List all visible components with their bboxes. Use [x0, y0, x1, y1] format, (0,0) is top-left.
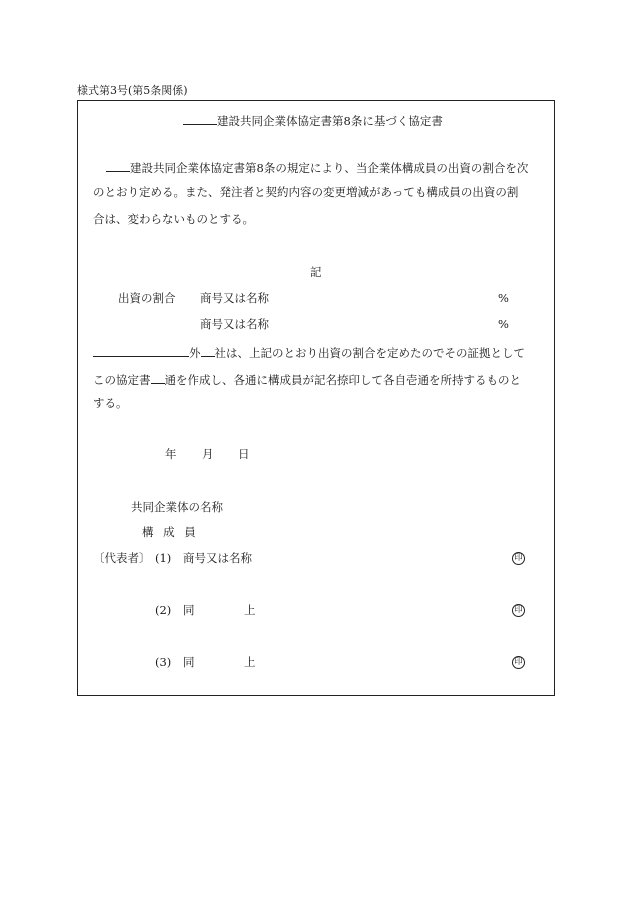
- intro-text-1: 建設共同企業体協定書第8条の規定により、当企業体構成員の出資の割合を次: [130, 161, 529, 175]
- company-count-blank[interactable]: [201, 345, 215, 357]
- members-label: 構 成 員: [142, 525, 196, 539]
- proof-line-3: する。: [93, 396, 128, 410]
- member-3-number: (3): [155, 655, 172, 669]
- date-month: 月: [202, 447, 214, 461]
- investment-row-1-unit: %: [498, 291, 509, 305]
- member-1-name: 商号又は名称: [183, 551, 252, 565]
- intro-line-1: [106, 160, 528, 175]
- title-blank[interactable]: [183, 113, 217, 125]
- intro-line-2: のとおり定める。また、発注者と契約内容の変更増減があっても構成員の出資の割: [93, 185, 519, 199]
- investment-row-2-value[interactable]: [290, 319, 490, 332]
- member-3-seal: 印: [512, 656, 525, 669]
- investment-label: 出資の割合: [118, 291, 176, 305]
- member-2-name: 同: [183, 603, 195, 617]
- proof-text-2b: 通を作成し、各通に構成員が記名捺印して各自壱通を所持するものと: [164, 373, 521, 387]
- copy-count-blank[interactable]: [151, 372, 165, 384]
- member-1-number: (1): [155, 551, 172, 565]
- member-3-name: 同: [183, 655, 195, 669]
- date-day: 日: [238, 447, 250, 461]
- proof-text-1: 社は、上記のとおり出資の割合を定めたのでその証拠として: [214, 346, 525, 360]
- jv-name-blank[interactable]: [93, 345, 189, 357]
- member-2-ue: 上: [244, 603, 256, 617]
- member-1-role: 〔代表者〕: [93, 551, 151, 565]
- member-2-seal: 印: [512, 604, 525, 617]
- member-1-seal: 印: [512, 552, 525, 565]
- ki-heading: 記: [310, 265, 322, 279]
- investment-row-2-name: 商号又は名称: [200, 317, 269, 331]
- title-text: 建設共同企業体協定書第8条に基づく協定書: [217, 114, 443, 128]
- investment-row-1-name: 商号又は名称: [200, 291, 269, 305]
- intro-line-3: 合は、変わらないものとする。: [93, 212, 254, 226]
- investment-row-2-unit: %: [498, 317, 509, 331]
- proof-line-2: [93, 372, 521, 387]
- jv-name-label: 共同企業体の名称: [131, 500, 223, 514]
- investment-row-1-value[interactable]: [290, 293, 490, 306]
- intro-blank[interactable]: [106, 160, 130, 172]
- member-2-number: (2): [155, 603, 172, 617]
- document-title: [183, 113, 443, 128]
- date-year: 年: [165, 447, 177, 461]
- form-id: 様式第3号(第5条関係): [77, 84, 188, 97]
- gai-text: 外: [189, 346, 201, 360]
- proof-text-2a: この協定書: [93, 373, 151, 387]
- proof-line-1: [93, 345, 525, 360]
- member-3-ue: 上: [244, 655, 256, 669]
